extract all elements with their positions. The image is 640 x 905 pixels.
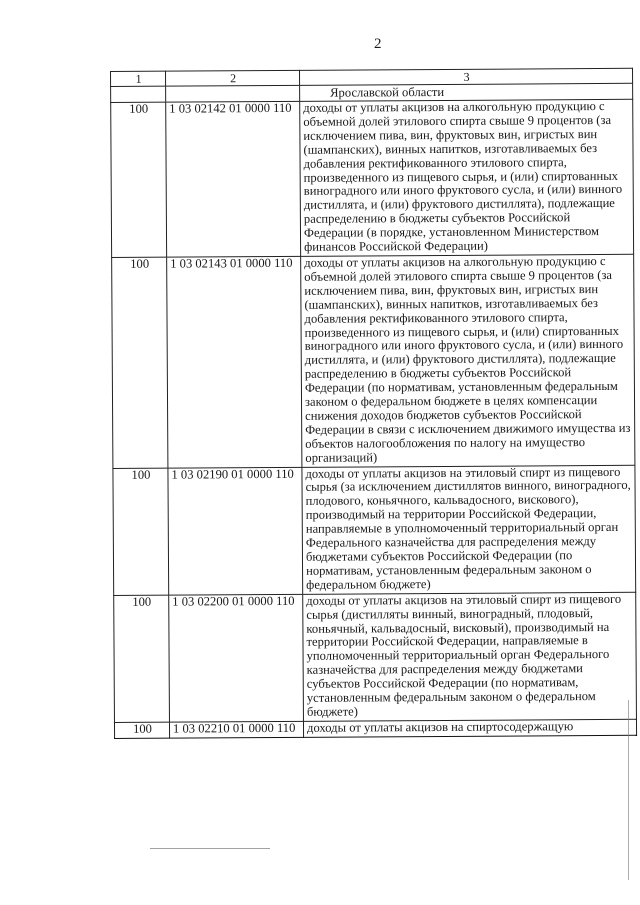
scan-artifact-dash — [150, 848, 270, 849]
budget-code-cell: 1 03 02200 01 0000 110 — [169, 594, 304, 722]
table-row — [113, 465, 636, 595]
table-row — [114, 719, 636, 738]
admin-code-cell: 100 — [114, 722, 169, 738]
budget-code-cell: 1 03 02190 01 0000 110 — [168, 467, 303, 595]
region-cell-name: Ярославской области — [300, 83, 633, 101]
admin-code-cell: 100 — [113, 468, 169, 595]
description-cell: доходы от уплаты акцизов на этиловый спирт из пищевого сырья (дистилляты винный, виноградный, плодовый, коньячный, кальвадосный, висковый), производимый на территории Российской Федерации, направляемые в уполномоченный территориальный орган Федерального казначейства для распределения между бюджетами субъектов Российской Федерации (по нормативам, установленным федеральным законом о федеральном бюджете) — [303, 592, 637, 721]
admin-code-cell: 100 — [111, 102, 167, 257]
header-cell-2: 2 — [166, 70, 300, 86]
scan-artifact-margin — [628, 700, 629, 880]
region-cell-code — [166, 85, 300, 102]
description-cell: доходы от уплаты акцизов на спиртосодержащую — [303, 719, 636, 737]
budget-code-cell: 1 03 02143 01 0000 110 — [167, 256, 302, 467]
table-row — [111, 99, 634, 257]
admin-code-cell: 100 — [112, 257, 168, 468]
header-cell-1: 1 — [111, 71, 166, 86]
description-cell: доходы от уплаты акцизов на этиловый спирт из пищевого сырья (за исключением дистиллятов винного, виноградного, плодового, коньячного, кальвадосного, вискового), производимый на территории Российской Федерации, направляемые в уполномоченный территориальный орган Федерального казначейства для распределения между бюджетами субъектов Российской Федерации (по нормативам, установленным федеральным законом о федеральном бюджете) — [302, 465, 636, 594]
table-row — [114, 592, 637, 722]
admin-code-cell: 100 — [114, 595, 170, 722]
description-cell: доходы от уплаты акцизов на алкогольную продукцию с объемной долей этилового спирта свыше 9 процентов (за исключением пива, вин, фруктовых вин, игристых вин (шампанских), винных напитков, изготавливаемых без добавления ректификованного этилового спирта, произведенного из пищевого сырья, и (или) спиртованных виноградного или иного фруктового сусла, и (или) винного дистиллята, и (или) фруктового дистиллята), подлежащие распределению в бюджеты субъектов Российской Федерации (в порядке, установленном Министерством финансов Российской Федерации) — [300, 99, 634, 256]
budget-code-cell: 1 03 02142 01 0000 110 — [166, 101, 301, 257]
budget-code-cell: 1 03 02210 01 0000 110 — [169, 721, 303, 738]
header-cell-3: 3 — [299, 68, 632, 85]
description-cell: доходы от уплаты акцизов на алкогольную продукцию с объемной долей этилового спирта свыше 9 процентов (за исключением пива, вин, фруктовых вин, игристых вин (шампанских), винных напитков, изготавливаемых без добавления ректификованного этилового спирта, произведенного из пищевого сырья, и (или) спиртованных виноградного или иного фруктового сусла, и (или) винного дистиллята, и (или) фруктового дистиллята), подлежащие распределению в бюджеты субъектов Российской Федерации (по нормативам, установленным федеральным законом о федеральном бюджете в целях компенсации снижения доходов бюджетов субъектов Российской Федерации в связи с исключением движимого имущества из объектов налогообложения по налогу на имущество организаций) — [301, 254, 635, 467]
page-number: 2 — [374, 36, 382, 52]
table-row — [112, 254, 635, 468]
income-codes-table — [110, 68, 637, 739]
region-cell-admin — [111, 86, 166, 102]
